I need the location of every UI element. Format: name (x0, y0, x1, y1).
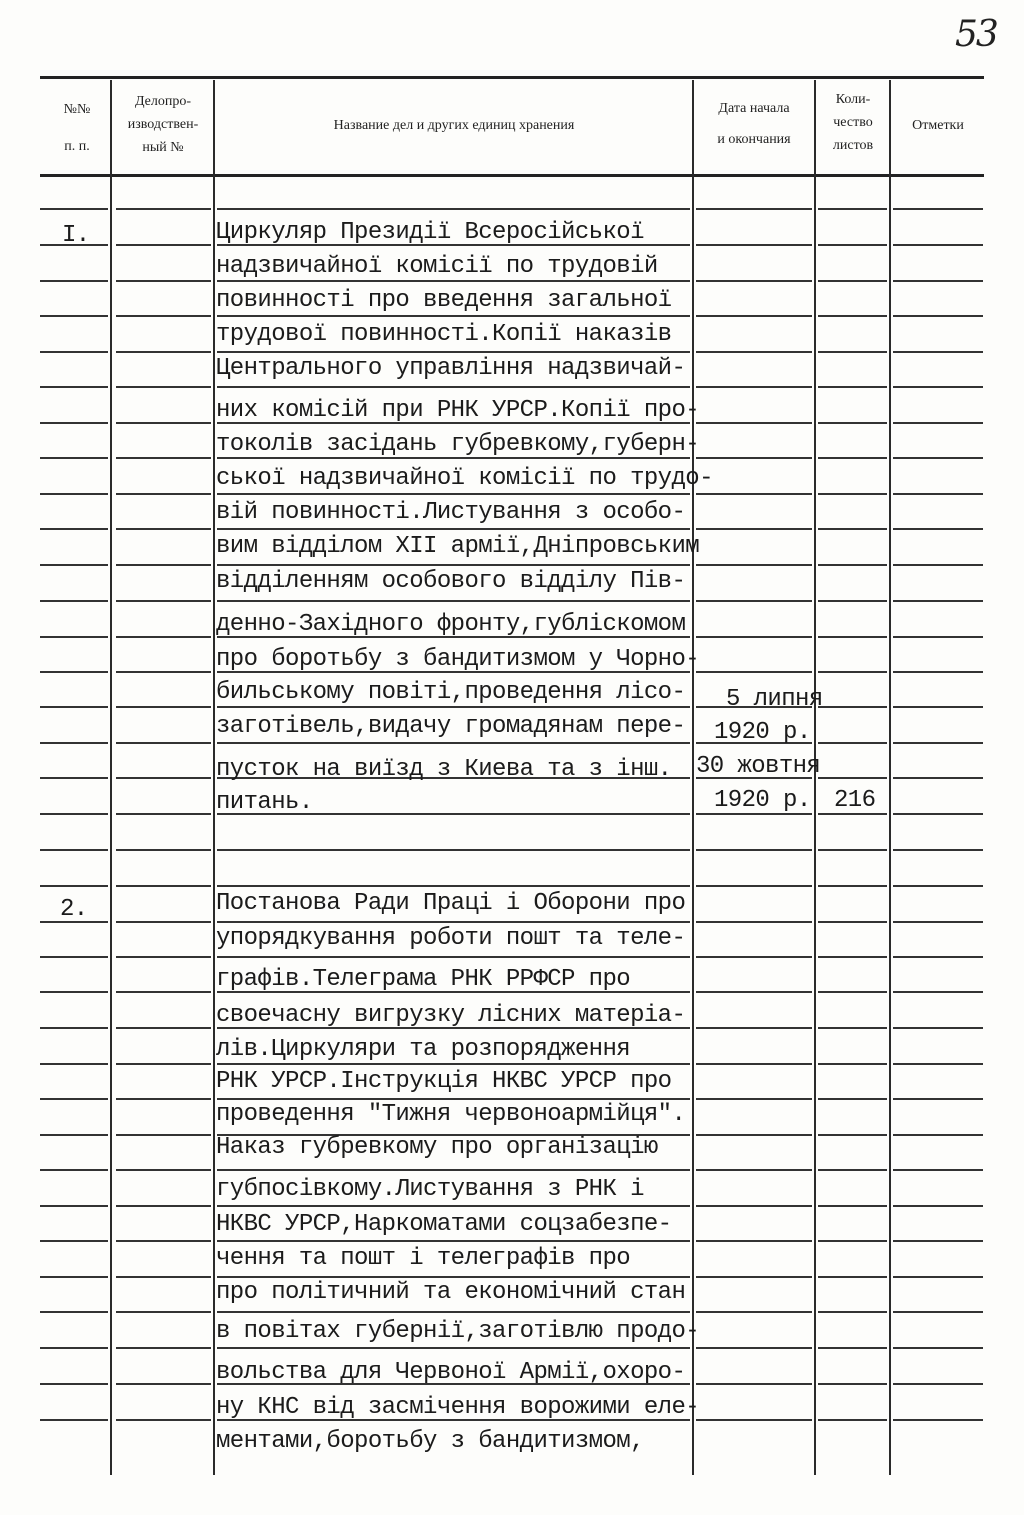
row-rule (893, 849, 983, 851)
header-bottom-rule (40, 174, 984, 177)
row-rule (818, 280, 887, 282)
header-sheets-line1: Коли- (835, 92, 871, 107)
row-rule (893, 956, 983, 958)
row-rule (818, 956, 887, 958)
row-rule (116, 1169, 211, 1171)
entry-date-end-year: 1920 р. (714, 787, 811, 814)
header-sheets-line3: листов (832, 138, 874, 153)
row-rule (116, 386, 211, 388)
header-office-line1: Делопро- (134, 94, 192, 109)
row-rule (818, 636, 887, 638)
row-rule (893, 600, 983, 602)
row-rule (696, 1276, 812, 1278)
row-rule (116, 280, 211, 282)
header-col-number-line1: №№ (63, 102, 91, 117)
row-rule (893, 1205, 983, 1207)
row-rule (217, 1240, 690, 1242)
entry-title-line: Циркуляр Президії Всеросійської (216, 219, 644, 246)
row-rule (818, 564, 887, 566)
row-rule (696, 600, 812, 602)
row-rule (116, 1383, 211, 1385)
row-rule (893, 706, 983, 708)
row-rule (818, 1311, 887, 1313)
row-rule (818, 386, 887, 388)
row-rule (818, 1027, 887, 1029)
row-rule (217, 600, 690, 602)
entry-title-line: в повітах губернії,заготівлю продо- (216, 1318, 700, 1345)
row-rule (40, 671, 108, 673)
entry-title-line: вольства для Червоної Армії,охоро- (216, 1359, 686, 1386)
row-rule (696, 1383, 812, 1385)
row-rule (818, 457, 887, 459)
header-col-notes: Отметки (912, 118, 964, 133)
row-rule (116, 1205, 211, 1207)
entry-title-line: токолів засідань губревкому,губерн- (216, 431, 700, 458)
row-rule (893, 1063, 983, 1065)
row-rule (116, 956, 211, 958)
entry-title-line: трудової повинності.Копії наказів (216, 321, 672, 348)
row-rule (696, 1098, 812, 1100)
row-rule (696, 1063, 812, 1065)
entry-title-line: проведення "Тижня червоноармійця". (216, 1101, 686, 1128)
entry-title-line: надзвичайної комісії по трудовій (216, 253, 658, 280)
row-rule (696, 457, 812, 459)
row-rule (40, 1027, 108, 1029)
entry-title-line: чення та пошт і телеграфів про (216, 1245, 631, 1272)
row-rule (696, 1419, 812, 1421)
row-rule (116, 636, 211, 638)
row-rule (893, 564, 983, 566)
row-rule (217, 493, 690, 495)
row-rule (116, 244, 211, 246)
row-rule (40, 457, 108, 459)
row-rule (893, 422, 983, 424)
entry-title-line: про політичний та економічний стан (216, 1279, 686, 1306)
row-rule (818, 1383, 887, 1385)
entry-sheet-count: 216 (834, 787, 876, 814)
row-rule (116, 564, 211, 566)
row-rule (116, 528, 211, 530)
row-rule (818, 208, 887, 210)
row-rule (893, 1276, 983, 1278)
row-rule (696, 849, 812, 851)
row-rule (40, 1311, 108, 1313)
row-rule (696, 208, 812, 210)
row-rule (116, 600, 211, 602)
row-rule (818, 600, 887, 602)
row-rule (116, 1419, 211, 1421)
row-rule (40, 1134, 108, 1136)
row-rule (116, 315, 211, 317)
row-rule (696, 956, 812, 958)
row-rule (893, 813, 983, 815)
row-rule (116, 1134, 211, 1136)
header-col-dates (694, 97, 814, 151)
row-rule (696, 885, 812, 887)
entry-title-line: вим відділом XII армії,Дніпровським (216, 533, 700, 560)
entry-title-line: денно-Західного фронту,губліскомом (216, 611, 686, 638)
row-rule (696, 315, 812, 317)
entry-title-line: про боротьбу з бандитизмом у Чорно- (216, 646, 700, 673)
column-divider (889, 80, 891, 1475)
header-col-office-number (112, 90, 214, 159)
entry-title-line: НКВС УРСР,Наркоматами соцзабезпе- (216, 1211, 672, 1238)
header-col-number-line2: п. п. (64, 139, 90, 154)
row-rule (818, 742, 887, 744)
row-rule (696, 1169, 812, 1171)
row-rule (40, 493, 108, 495)
row-rule (696, 1134, 812, 1136)
entry-number: 2. (60, 896, 88, 923)
row-rule (696, 351, 812, 353)
row-rule (217, 1311, 690, 1313)
row-rule (40, 528, 108, 530)
row-rule (696, 671, 812, 673)
row-rule (217, 528, 690, 530)
row-rule (818, 921, 887, 923)
row-rule (40, 351, 108, 353)
row-rule (818, 493, 887, 495)
row-rule (696, 636, 812, 638)
row-rule (893, 1240, 983, 1242)
header-office-line2: изводствен- (127, 117, 199, 132)
row-rule (893, 1134, 983, 1136)
entry-date-start-day: 5 липня (726, 686, 823, 713)
row-rule (818, 1276, 887, 1278)
column-divider (692, 80, 694, 1475)
row-rule (116, 1098, 211, 1100)
row-rule (696, 244, 812, 246)
row-rule (893, 1311, 983, 1313)
header-sheets-line2: чество (833, 115, 873, 130)
row-rule (116, 1276, 211, 1278)
row-rule (40, 956, 108, 958)
row-rule (40, 1276, 108, 1278)
row-rule (40, 813, 108, 815)
row-rule (818, 671, 887, 673)
row-rule (893, 671, 983, 673)
row-rule (893, 742, 983, 744)
row-rule (217, 706, 690, 708)
row-rule (893, 457, 983, 459)
row-rule (116, 706, 211, 708)
row-rule (116, 742, 211, 744)
row-rule (818, 1419, 887, 1421)
entry-title-line: пусток на виїзд з Киева та з інш. (216, 756, 672, 783)
row-rule (116, 921, 211, 923)
row-rule (40, 1169, 108, 1171)
row-rule (893, 244, 983, 246)
row-rule (217, 921, 690, 923)
row-rule (116, 885, 211, 887)
entry-title-line: ської надзвичайної комісії по трудо- (216, 465, 713, 492)
entry-title-line: відділенням особового відділу Пів- (216, 568, 686, 595)
row-rule (116, 1027, 211, 1029)
row-rule (818, 1098, 887, 1100)
row-rule (893, 493, 983, 495)
row-rule (116, 1240, 211, 1242)
row-rule (893, 1383, 983, 1385)
header-col-sheets (816, 88, 890, 157)
row-rule (217, 849, 690, 851)
entry-title-line: заготівель,видачу громадянам пере- (216, 713, 686, 740)
row-rule (818, 1240, 887, 1242)
entry-title-line: питань. (216, 789, 313, 816)
row-rule (696, 1205, 812, 1207)
row-rule (818, 1063, 887, 1065)
row-rule (818, 244, 887, 246)
row-rule (893, 1347, 983, 1349)
row-rule (818, 991, 887, 993)
row-rule (40, 1098, 108, 1100)
row-rule (893, 1098, 983, 1100)
entry-title-line: них комісій при РНК УРСР.Копії про- (216, 397, 700, 424)
row-rule (116, 1063, 211, 1065)
row-rule (893, 885, 983, 887)
row-rule (893, 1169, 983, 1171)
row-rule (40, 1383, 108, 1385)
row-rule (217, 280, 690, 282)
row-rule (116, 813, 211, 815)
row-rule (818, 351, 887, 353)
entry-title-line: вій повинності.Листування з особо- (216, 499, 686, 526)
row-rule (696, 1240, 812, 1242)
row-rule (696, 493, 812, 495)
row-rule (217, 885, 690, 887)
header-dates-line2: и окончания (717, 132, 791, 147)
row-rule (893, 1419, 983, 1421)
row-rule (40, 706, 108, 708)
row-rule (696, 921, 812, 923)
row-rule (40, 1419, 108, 1421)
row-rule (893, 280, 983, 282)
row-rule (40, 1240, 108, 1242)
row-rule (217, 1205, 690, 1207)
row-rule (116, 991, 211, 993)
row-rule (40, 1063, 108, 1065)
row-rule (696, 280, 812, 282)
row-rule (217, 1169, 690, 1171)
row-rule (818, 1134, 887, 1136)
entry-title-line: Наказ губревкому про організацію (216, 1134, 658, 1161)
header-col-number (42, 98, 112, 158)
row-rule (40, 742, 108, 744)
row-rule (696, 1347, 812, 1349)
row-rule (217, 315, 690, 317)
row-rule (40, 600, 108, 602)
row-rule (40, 422, 108, 424)
row-rule (893, 991, 983, 993)
row-rule (818, 422, 887, 424)
row-rule (818, 1205, 887, 1207)
row-rule (818, 885, 887, 887)
row-rule (116, 457, 211, 459)
entry-date-start-year: 1920 р. (714, 719, 811, 746)
entry-title-line: РНК УРСР.Інструкція НКВС УРСР про (216, 1068, 672, 1095)
entry-title-line: бильському повіті,проведення лісо- (216, 679, 686, 706)
header-col-title: Название дел и других единиц хранения (333, 118, 575, 133)
row-rule (217, 1347, 690, 1349)
row-rule (893, 208, 983, 210)
entry-title-line: Центрального управління надзвичай- (216, 355, 686, 382)
entry-title-line: повинності про введення загальної (216, 287, 672, 314)
row-rule (893, 386, 983, 388)
row-rule (818, 849, 887, 851)
row-rule (217, 386, 690, 388)
entry-title-line: графів.Телеграма РНК РРФСР про (216, 966, 631, 993)
row-rule (40, 280, 108, 282)
entry-title-line: упорядкування роботи пошт та теле- (216, 925, 686, 952)
row-rule (818, 528, 887, 530)
row-rule (40, 991, 108, 993)
row-rule (893, 315, 983, 317)
row-rule (818, 1347, 887, 1349)
row-rule (40, 315, 108, 317)
row-rule (893, 777, 983, 779)
row-rule (217, 208, 690, 210)
row-rule (40, 208, 108, 210)
row-rule (893, 351, 983, 353)
row-rule (818, 777, 887, 779)
row-rule (696, 528, 812, 530)
row-rule (818, 315, 887, 317)
entry-title-line: лів.Циркуляри та розпорядження (216, 1036, 631, 1063)
entry-date-end-day: 30 жовтня (696, 753, 821, 780)
column-divider (110, 80, 112, 1475)
row-rule (40, 885, 108, 887)
row-rule (818, 706, 887, 708)
row-rule (696, 1311, 812, 1313)
entry-title-line: ну КНС від засмічення ворожими еле- (216, 1394, 700, 1421)
header-office-line3: ный № (142, 140, 184, 155)
row-rule (696, 422, 812, 424)
row-rule (217, 564, 690, 566)
page-number: 53 (955, 14, 997, 55)
row-rule (893, 528, 983, 530)
row-rule (116, 777, 211, 779)
row-rule (217, 1063, 690, 1065)
row-rule (40, 849, 108, 851)
row-rule (696, 1027, 812, 1029)
row-rule (116, 208, 211, 210)
row-rule (217, 1098, 690, 1100)
row-rule (893, 921, 983, 923)
row-rule (893, 1027, 983, 1029)
row-rule (116, 671, 211, 673)
entry-title-line: ментами,боротьбу з бандитизмом, (216, 1428, 644, 1455)
entry-title-line: губпосівкому.Листування з РНК і (216, 1176, 644, 1203)
column-divider (213, 80, 215, 1475)
row-rule (40, 1347, 108, 1349)
row-rule (116, 422, 211, 424)
header-dates-line1: Дата начала (718, 101, 790, 116)
row-rule (116, 351, 211, 353)
row-rule (217, 1276, 690, 1278)
row-rule (217, 956, 690, 958)
row-rule (40, 1205, 108, 1207)
entry-number: I. (62, 222, 90, 249)
row-rule (696, 386, 812, 388)
row-rule (696, 991, 812, 993)
header-top-rule (40, 76, 984, 79)
entry-title-line: своечасну вигрузку лісних матеріа- (216, 1002, 686, 1029)
row-rule (40, 636, 108, 638)
row-rule (40, 777, 108, 779)
entry-title-line: Постанова Ради Праці і Оборони про (216, 890, 686, 917)
row-rule (893, 636, 983, 638)
row-rule (40, 386, 108, 388)
row-rule (116, 1311, 211, 1313)
row-rule (818, 1169, 887, 1171)
row-rule (696, 564, 812, 566)
row-rule (116, 493, 211, 495)
row-rule (116, 1347, 211, 1349)
row-rule (116, 849, 211, 851)
row-rule (217, 351, 690, 353)
row-rule (40, 564, 108, 566)
row-rule (217, 742, 690, 744)
